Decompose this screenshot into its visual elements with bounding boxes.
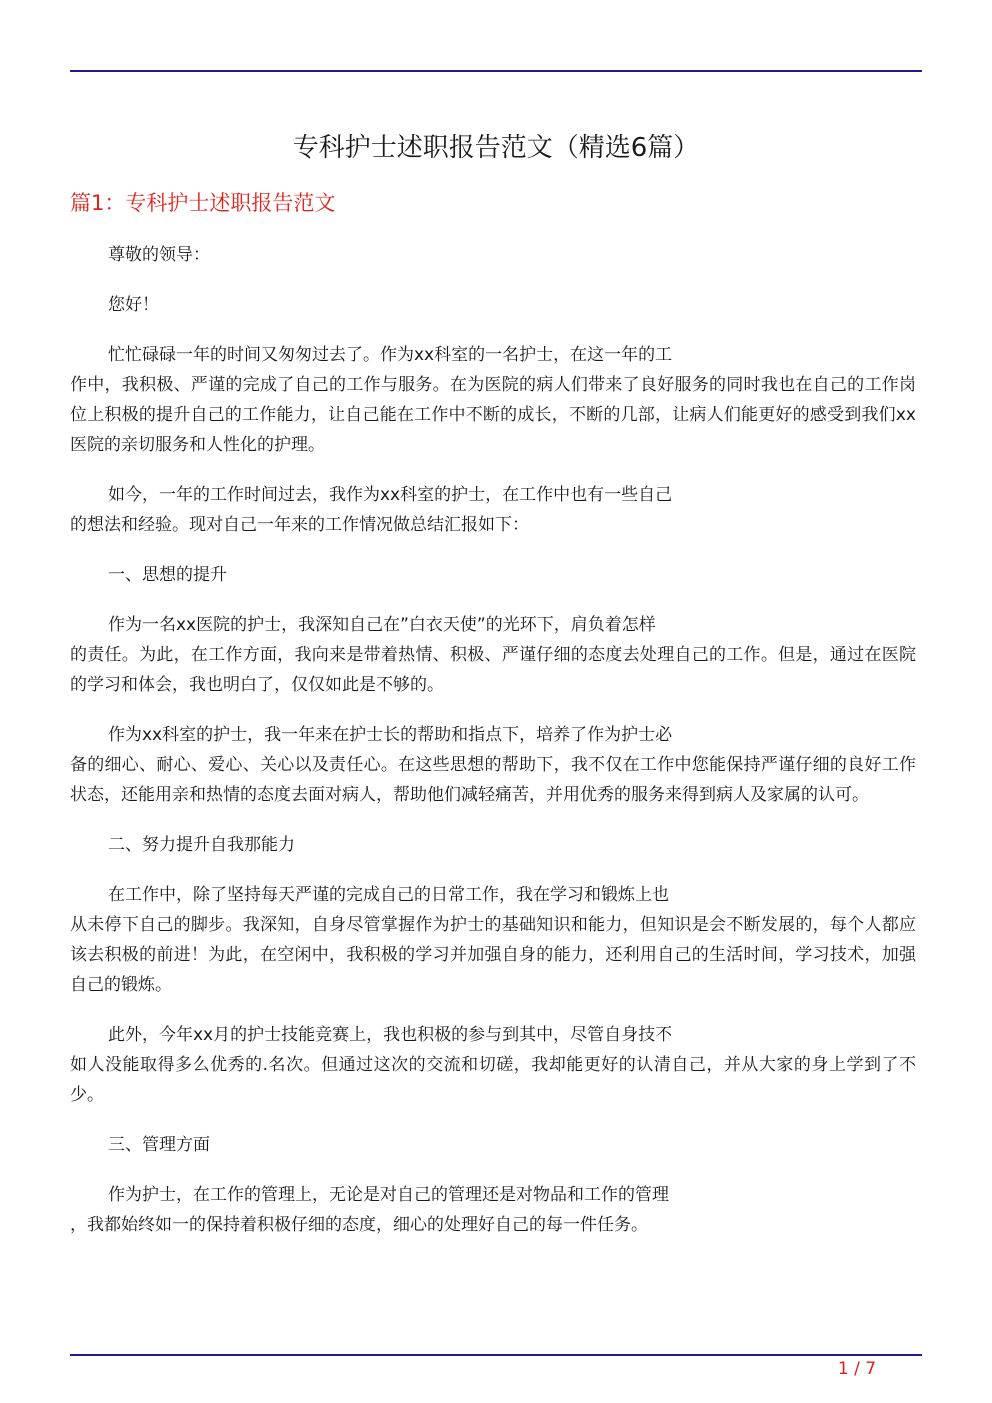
subheading-text: 二、努力提升自我那能力: [108, 835, 295, 855]
paragraph-first-line: 此外，今年xx月的护士技能竞赛上，我也积极的参与到其中，尽管自身技不: [108, 1025, 673, 1045]
subheading-1: [70, 560, 916, 590]
paragraph: [70, 1020, 916, 1110]
subheading-text: 一、思想的提升: [108, 565, 227, 585]
subheading-3: [70, 1130, 916, 1160]
subheading-text: 三、管理方面: [108, 1135, 210, 1155]
document-body: [70, 240, 916, 1260]
paragraph-salutation: [70, 240, 916, 270]
page-number: 1 / 7: [837, 1359, 877, 1379]
paragraph-continuation: 的想法和经验。现对自己一年来的工作情况做总结汇报如下：: [70, 515, 529, 535]
paragraph-continuation: 如人没能取得多么优秀的.名次。但通过这次的交流和切磋，我却能更好的认清自己，并从大家的身上学到了不少。: [70, 1055, 916, 1105]
paragraph: [70, 720, 916, 810]
paragraph: [70, 880, 916, 1000]
paragraph-continuation: 备的细心、耐心、爱心、关心以及责任心。在这些思想的帮助下，我不仅在工作中您能保持严谨仔细的良好工作状态，还能用亲和热情的态度去面对病人，帮助他们减轻痛苦，并用优秀的服务来得到病人及家属的认可。: [70, 755, 916, 805]
document-title: 专科护士述职报告范文（精选6篇）: [292, 133, 700, 163]
paragraph-first-line: 如今，一年的工作时间过去，我作为xx科室的护士，在工作中也有一些自己: [108, 485, 673, 505]
paragraph-first-line: 作为xx科室的护士，我一年来在护士长的帮助和指点下，培养了作为护士必: [108, 725, 673, 745]
subheading-2: [70, 830, 916, 860]
paragraph-first-line: 您好！: [108, 295, 159, 315]
paragraph-first-line: 作为护士，在工作的管理上，无论是对自己的管理还是对物品和工作的管理: [108, 1185, 669, 1205]
paragraph: [70, 610, 916, 700]
paragraph-continuation: 从未停下自己的脚步。我深知，自身尽管掌握作为护士的基础知识和能力，但知识是会不断发展的，每个人都应该去积极的前进！为此，在空闲中，我积极的学习并加强自身的能力，还利用自己的生活时间，学习技术，加强自己的锻炼。: [70, 915, 916, 995]
paragraph-continuation: ，我都始终如一的保持着积极仔细的态度，细心的处理好自己的每一件任务。: [70, 1215, 648, 1235]
paragraph-first-line: 作为一名xx医院的护士，我深知自己在”白衣天使”的光环下，肩负着怎样: [108, 615, 656, 635]
paragraph-greeting: [70, 290, 916, 320]
paragraph-continuation: 的责任。为此，在工作方面，我向来是带着热情、积极、严谨仔细的态度去处理自己的工作。但是，通过在医院的学习和体会，我也明白了，仅仅如此是不够的。: [70, 645, 916, 695]
paragraph: [70, 480, 916, 540]
paragraph-first-line: 尊敬的领导：: [108, 245, 210, 265]
header-rule: [70, 70, 922, 72]
paragraph-first-line: 在工作中，除了坚持每天严谨的完成自己的日常工作，我在学习和锻炼上也: [108, 885, 669, 905]
section-heading: 篇1：专科护士述职报告范文: [70, 191, 336, 215]
paragraph-continuation: 作中，我积极、严谨的完成了自己的工作与服务。在为医院的病人们带来了良好服务的同时我也在自己的工作岗位上积极的提升自己的工作能力，让自己能在工作中不断的成长，不断的几部，让病人们能更好的感受到我们xx医院的亲切服务和人性化的护理。: [70, 375, 916, 455]
paragraph: [70, 1180, 916, 1240]
paragraph-first-line: 忙忙碌碌一年的时间又匆匆过去了。作为xx科室的一名护士，在这一年的工: [108, 345, 673, 365]
footer-rule: [70, 1354, 922, 1356]
paragraph: [70, 340, 916, 460]
